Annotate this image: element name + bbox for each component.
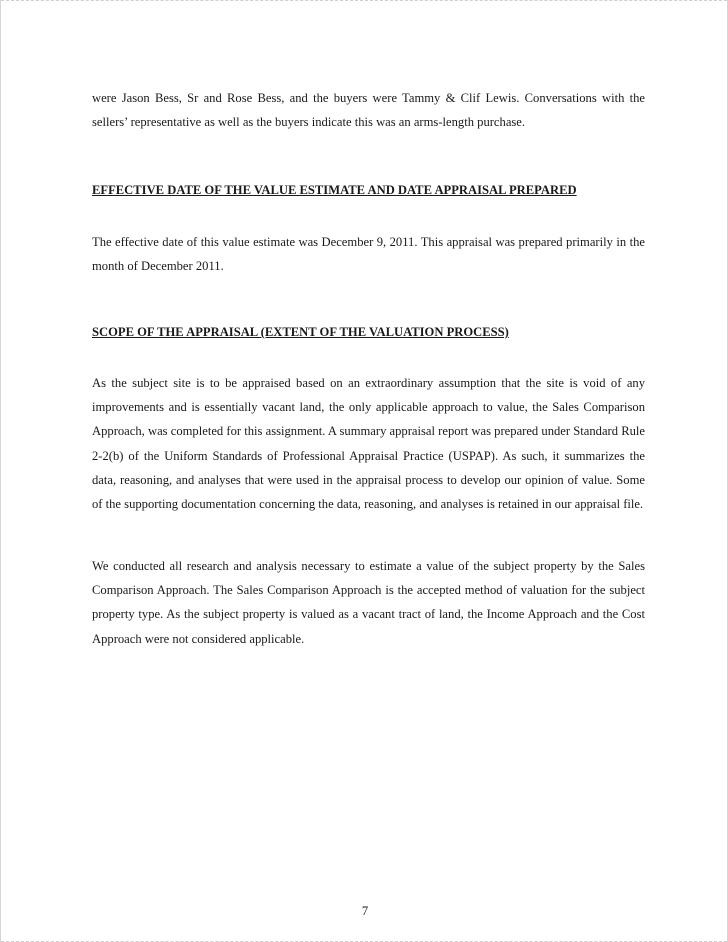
effective-date-paragraph: The effective date of this value estimate was December 9, 2011. This appraisal was prepared primarily in the month of December 2011.: [92, 235, 645, 274]
section-heading-effective-date: EFFECTIVE DATE OF THE VALUE ESTIMATE AND DATE APPRAISAL PREPARED: [92, 183, 577, 197]
page-number: 7: [361, 904, 369, 918]
research-paragraph: We conducted all research and analysis necessary to estimate a value of the subject property by the Sales Comparison Approach. The Sales Comparison Approach is the accepted method of valuation for the subject property type. As the subject property is valued as a vacant tract of land, the Income Approach and the Cost Approach were not considered applicable.: [92, 559, 645, 646]
scope-paragraph: As the subject site is to be appraised based on an extraordinary assumption that the site is void of any improvements and is essentially vacant land, the only applicable approach to value, the Sales Comparison Approach, was completed for this assignment. A summary appraisal report was prepared under Standard Rule 2-2(b) of the Uniform Standards of Professional Appraisal Practice (USPAP). As such, it summarizes the data, reasoning, and analyses that were used in the appraisal process to develop our opinion of value. Some of the supporting documentation concerning the data, reasoning, and analyses is retained in our appraisal file.: [92, 376, 645, 512]
section-heading-scope: SCOPE OF THE APPRAISAL (EXTENT OF THE VALUATION PROCESS): [92, 325, 509, 339]
intro-paragraph: were Jason Bess, Sr and Rose Bess, and the buyers were Tammy & Clif Lewis. Conversations with the sellers’ representative as well as the buyers indicate this was an arms-length purchase.: [92, 91, 645, 130]
